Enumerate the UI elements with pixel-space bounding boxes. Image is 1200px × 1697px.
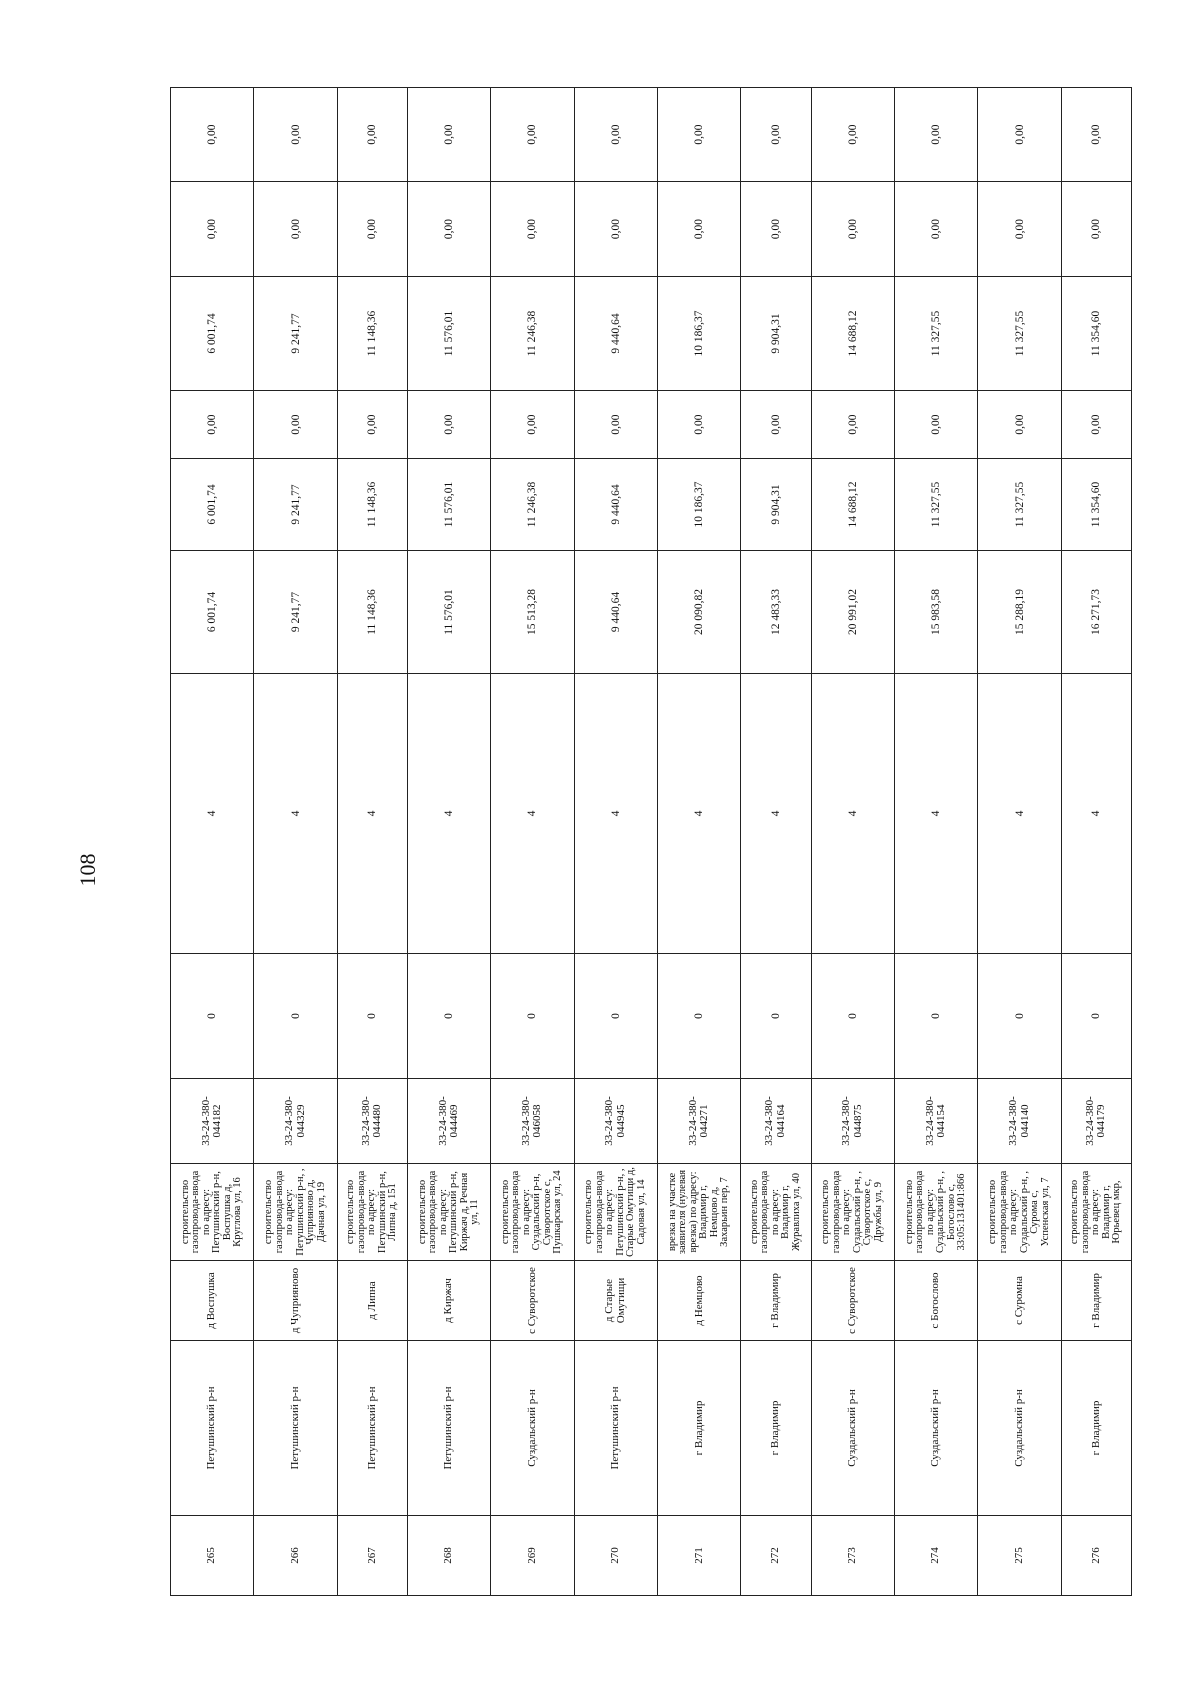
district-cell: Суздальский р-н xyxy=(978,1341,1061,1516)
description-cell: строительство газопровода-ввода по адресу: Петушинский р-н, , Чуприяново д, Дачная ул, 19 xyxy=(254,1164,337,1261)
description-cell: строительство газопровода-ввода по адресу: Суздальский р-н, Суворотское с, Пушкарская ул, 24 xyxy=(491,1164,574,1261)
description-cell: строительство газопровода-ввода по адресу: Суздальский р-н, , Сурома с, Успенская ул, 7 xyxy=(978,1164,1061,1261)
value-cell: 15 288,19 xyxy=(978,551,1061,674)
code-cell: 33-24-380-044140 xyxy=(978,1079,1061,1164)
count-cell: 0 xyxy=(658,954,741,1079)
value-cell: 12 483,33 xyxy=(741,551,811,674)
locality-cell: с Суромна xyxy=(978,1261,1061,1341)
count-cell: 0 xyxy=(741,954,811,1079)
code-cell: 33-24-380-044179 xyxy=(1061,1079,1131,1164)
description-cell: строительство газопровода-ввода по адресу: Суздальский р-н, , Богослово с, 33:05:131401:866 xyxy=(894,1164,977,1261)
count-cell: 0 xyxy=(811,954,894,1079)
description-cell: строительство газопровода-ввода по адресу: Петушинский р-н, , Старые Омутищи д, Садовая ул, 14 xyxy=(574,1164,657,1261)
row-number: 270 xyxy=(574,1516,657,1596)
value-cell: 6 001,74 xyxy=(171,277,254,391)
row-number: 275 xyxy=(978,1516,1061,1596)
table-row xyxy=(811,88,894,1596)
value-cell: 15 513,28 xyxy=(491,551,574,674)
value-cell: 11 148,36 xyxy=(337,459,407,551)
value-cell: 15 983,58 xyxy=(894,551,977,674)
value-cell: 9 904,31 xyxy=(741,459,811,551)
value-cell: 11 354,60 xyxy=(1061,277,1131,391)
value-cell: 11 148,36 xyxy=(337,551,407,674)
value-cell: 9 241,77 xyxy=(254,459,337,551)
value-cell: 0,00 xyxy=(574,391,657,459)
table-row xyxy=(658,88,741,1596)
row-number: 269 xyxy=(491,1516,574,1596)
count-cell: 0 xyxy=(337,954,407,1079)
value-cell: 16 271,73 xyxy=(1061,551,1131,674)
district-cell: г Владимир xyxy=(741,1341,811,1516)
value-cell: 0,00 xyxy=(407,391,490,459)
table-row xyxy=(894,88,977,1596)
value-cell: 0,00 xyxy=(254,391,337,459)
description-cell: строительство газопровода-ввода по адресу: Петушинский р-н, Воспушка д, Круглова ул, 16 xyxy=(171,1164,254,1261)
table-row xyxy=(978,88,1061,1596)
category-cell: 4 xyxy=(811,674,894,954)
code-cell: 33-24-380-044329 xyxy=(254,1079,337,1164)
value-cell: 11 327,55 xyxy=(978,459,1061,551)
code-cell: 33-24-380-044480 xyxy=(337,1079,407,1164)
value-cell: 9 440,64 xyxy=(574,459,657,551)
description-cell: строительство газопровода-ввода по адресу: Суздальский р-н, , Суворотское с, Дружбы ул, 9 xyxy=(811,1164,894,1261)
district-cell: Петушинский р-н xyxy=(407,1341,490,1516)
description-cell: строительство газопровода-ввода по адресу: Петушинский р-н, Киржач д, Речная ул, 11 xyxy=(407,1164,490,1261)
code-cell: 33-24-380-044182 xyxy=(171,1079,254,1164)
locality-cell: д Немцово xyxy=(658,1261,741,1341)
value-cell: 0,00 xyxy=(574,88,657,182)
value-cell: 9 904,31 xyxy=(741,277,811,391)
value-cell: 20 991,02 xyxy=(811,551,894,674)
value-cell: 9 440,64 xyxy=(574,277,657,391)
table-row xyxy=(491,88,574,1596)
table-row xyxy=(254,88,337,1596)
locality-cell: с Богослово xyxy=(894,1261,977,1341)
value-cell: 14 688,12 xyxy=(811,459,894,551)
value-cell: 0,00 xyxy=(171,391,254,459)
value-cell: 11 576,01 xyxy=(407,551,490,674)
value-cell: 11 327,55 xyxy=(978,277,1061,391)
value-cell: 0,00 xyxy=(574,182,657,277)
description-cell: строительство газопровода-ввода по адресу: Петушинский р-н, Липна д, 151 xyxy=(337,1164,407,1261)
code-cell: 33-24-380-046058 xyxy=(491,1079,574,1164)
value-cell: 0,00 xyxy=(1061,391,1131,459)
description-cell: врезка на участке заявителя (нулевая врезка) по адресу: Владимир г, Немцово д, Захарьин пер, 7 xyxy=(658,1164,741,1261)
page-number: 108 xyxy=(75,853,100,887)
value-cell: 0,00 xyxy=(741,182,811,277)
row-number: 271 xyxy=(658,1516,741,1596)
value-cell: 0,00 xyxy=(811,182,894,277)
row-number: 272 xyxy=(741,1516,811,1596)
count-cell: 0 xyxy=(407,954,490,1079)
value-cell: 0,00 xyxy=(491,88,574,182)
value-cell: 0,00 xyxy=(254,88,337,182)
value-cell: 0,00 xyxy=(658,182,741,277)
value-cell: 0,00 xyxy=(337,88,407,182)
value-cell: 0,00 xyxy=(811,88,894,182)
code-cell: 33-24-380-044271 xyxy=(658,1079,741,1164)
value-cell: 11 327,55 xyxy=(894,459,977,551)
value-cell: 0,00 xyxy=(658,391,741,459)
district-cell: Суздальский р-н xyxy=(894,1341,977,1516)
value-cell: 0,00 xyxy=(1061,182,1131,277)
district-cell: Петушинский р-н xyxy=(171,1341,254,1516)
value-cell: 11 246,38 xyxy=(491,459,574,551)
value-cell: 11 327,55 xyxy=(894,277,977,391)
locality-cell: д Киржач xyxy=(407,1261,490,1341)
value-cell: 0,00 xyxy=(894,182,977,277)
value-cell: 10 186,37 xyxy=(658,459,741,551)
value-cell: 0,00 xyxy=(1061,88,1131,182)
value-cell: 0,00 xyxy=(254,182,337,277)
district-cell: Петушинский р-н xyxy=(337,1341,407,1516)
value-cell: 9 241,77 xyxy=(254,551,337,674)
gas-pipeline-table xyxy=(170,87,1132,1596)
rotated-table-sheet xyxy=(170,88,1132,1596)
value-cell: 14 688,12 xyxy=(811,277,894,391)
locality-cell: г Владимир xyxy=(1061,1261,1131,1341)
count-cell: 0 xyxy=(254,954,337,1079)
category-cell: 4 xyxy=(337,674,407,954)
description-cell: строительство газопровода-ввода по адресу: Владимир г, Журавлиха ул, 40 xyxy=(741,1164,811,1261)
locality-cell: г Владимир xyxy=(741,1261,811,1341)
table-row xyxy=(407,88,490,1596)
value-cell: 0,00 xyxy=(407,182,490,277)
value-cell: 0,00 xyxy=(337,391,407,459)
code-cell: 33-24-380-044469 xyxy=(407,1079,490,1164)
value-cell: 0,00 xyxy=(407,88,490,182)
row-number: 274 xyxy=(894,1516,977,1596)
table-row xyxy=(741,88,811,1596)
category-cell: 4 xyxy=(171,674,254,954)
category-cell: 4 xyxy=(574,674,657,954)
value-cell: 0,00 xyxy=(894,88,977,182)
table-row xyxy=(1061,88,1131,1596)
count-cell: 0 xyxy=(894,954,977,1079)
value-cell: 0,00 xyxy=(171,88,254,182)
row-number: 268 xyxy=(407,1516,490,1596)
locality-cell: с Суворотское xyxy=(491,1261,574,1341)
value-cell: 0,00 xyxy=(978,88,1061,182)
value-cell: 0,00 xyxy=(978,182,1061,277)
locality-cell: д Старые Омутищи xyxy=(574,1261,657,1341)
category-cell: 4 xyxy=(1061,674,1131,954)
locality-cell: д Воспушка xyxy=(171,1261,254,1341)
value-cell: 10 186,37 xyxy=(658,277,741,391)
value-cell: 11 576,01 xyxy=(407,277,490,391)
value-cell: 0,00 xyxy=(978,391,1061,459)
value-cell: 11 246,38 xyxy=(491,277,574,391)
value-cell: 0,00 xyxy=(741,88,811,182)
value-cell: 20 090,82 xyxy=(658,551,741,674)
code-cell: 33-24-380-044875 xyxy=(811,1079,894,1164)
code-cell: 33-24-380-044945 xyxy=(574,1079,657,1164)
row-number: 267 xyxy=(337,1516,407,1596)
value-cell: 0,00 xyxy=(491,182,574,277)
table-row xyxy=(171,88,254,1596)
district-cell: Петушинский р-н xyxy=(574,1341,657,1516)
value-cell: 0,00 xyxy=(171,182,254,277)
row-number: 265 xyxy=(171,1516,254,1596)
count-cell: 0 xyxy=(171,954,254,1079)
value-cell: 9 241,77 xyxy=(254,277,337,391)
table-row xyxy=(574,88,657,1596)
value-cell: 11 148,36 xyxy=(337,277,407,391)
district-cell: г Владимир xyxy=(658,1341,741,1516)
value-cell: 0,00 xyxy=(337,182,407,277)
locality-cell: д Чуприяново xyxy=(254,1261,337,1341)
value-cell: 11 576,01 xyxy=(407,459,490,551)
row-number: 273 xyxy=(811,1516,894,1596)
district-cell: Суздальский р-н xyxy=(491,1341,574,1516)
code-cell: 33-24-380-044154 xyxy=(894,1079,977,1164)
category-cell: 4 xyxy=(741,674,811,954)
value-cell: 0,00 xyxy=(741,391,811,459)
district-cell: Петушинский р-н xyxy=(254,1341,337,1516)
category-cell: 4 xyxy=(491,674,574,954)
district-cell: Суздальский р-н xyxy=(811,1341,894,1516)
code-cell: 33-24-380-044164 xyxy=(741,1079,811,1164)
value-cell: 11 354,60 xyxy=(1061,459,1131,551)
value-cell: 6 001,74 xyxy=(171,459,254,551)
category-cell: 4 xyxy=(658,674,741,954)
count-cell: 0 xyxy=(1061,954,1131,1079)
count-cell: 0 xyxy=(574,954,657,1079)
value-cell: 9 440,64 xyxy=(574,551,657,674)
locality-cell: с Суворотское xyxy=(811,1261,894,1341)
locality-cell: д Липна xyxy=(337,1261,407,1341)
category-cell: 4 xyxy=(254,674,337,954)
description-cell: строительство газопровода-ввода по адресу: Владимир г, Юрьевец мкр, xyxy=(1061,1164,1131,1261)
count-cell: 0 xyxy=(491,954,574,1079)
count-cell: 0 xyxy=(978,954,1061,1079)
category-cell: 4 xyxy=(407,674,490,954)
value-cell: 6 001,74 xyxy=(171,551,254,674)
value-cell: 0,00 xyxy=(894,391,977,459)
category-cell: 4 xyxy=(894,674,977,954)
table-row xyxy=(337,88,407,1596)
value-cell: 0,00 xyxy=(658,88,741,182)
value-cell: 0,00 xyxy=(811,391,894,459)
district-cell: г Владимир xyxy=(1061,1341,1131,1516)
category-cell: 4 xyxy=(978,674,1061,954)
row-number: 276 xyxy=(1061,1516,1131,1596)
row-number: 266 xyxy=(254,1516,337,1596)
value-cell: 0,00 xyxy=(491,391,574,459)
